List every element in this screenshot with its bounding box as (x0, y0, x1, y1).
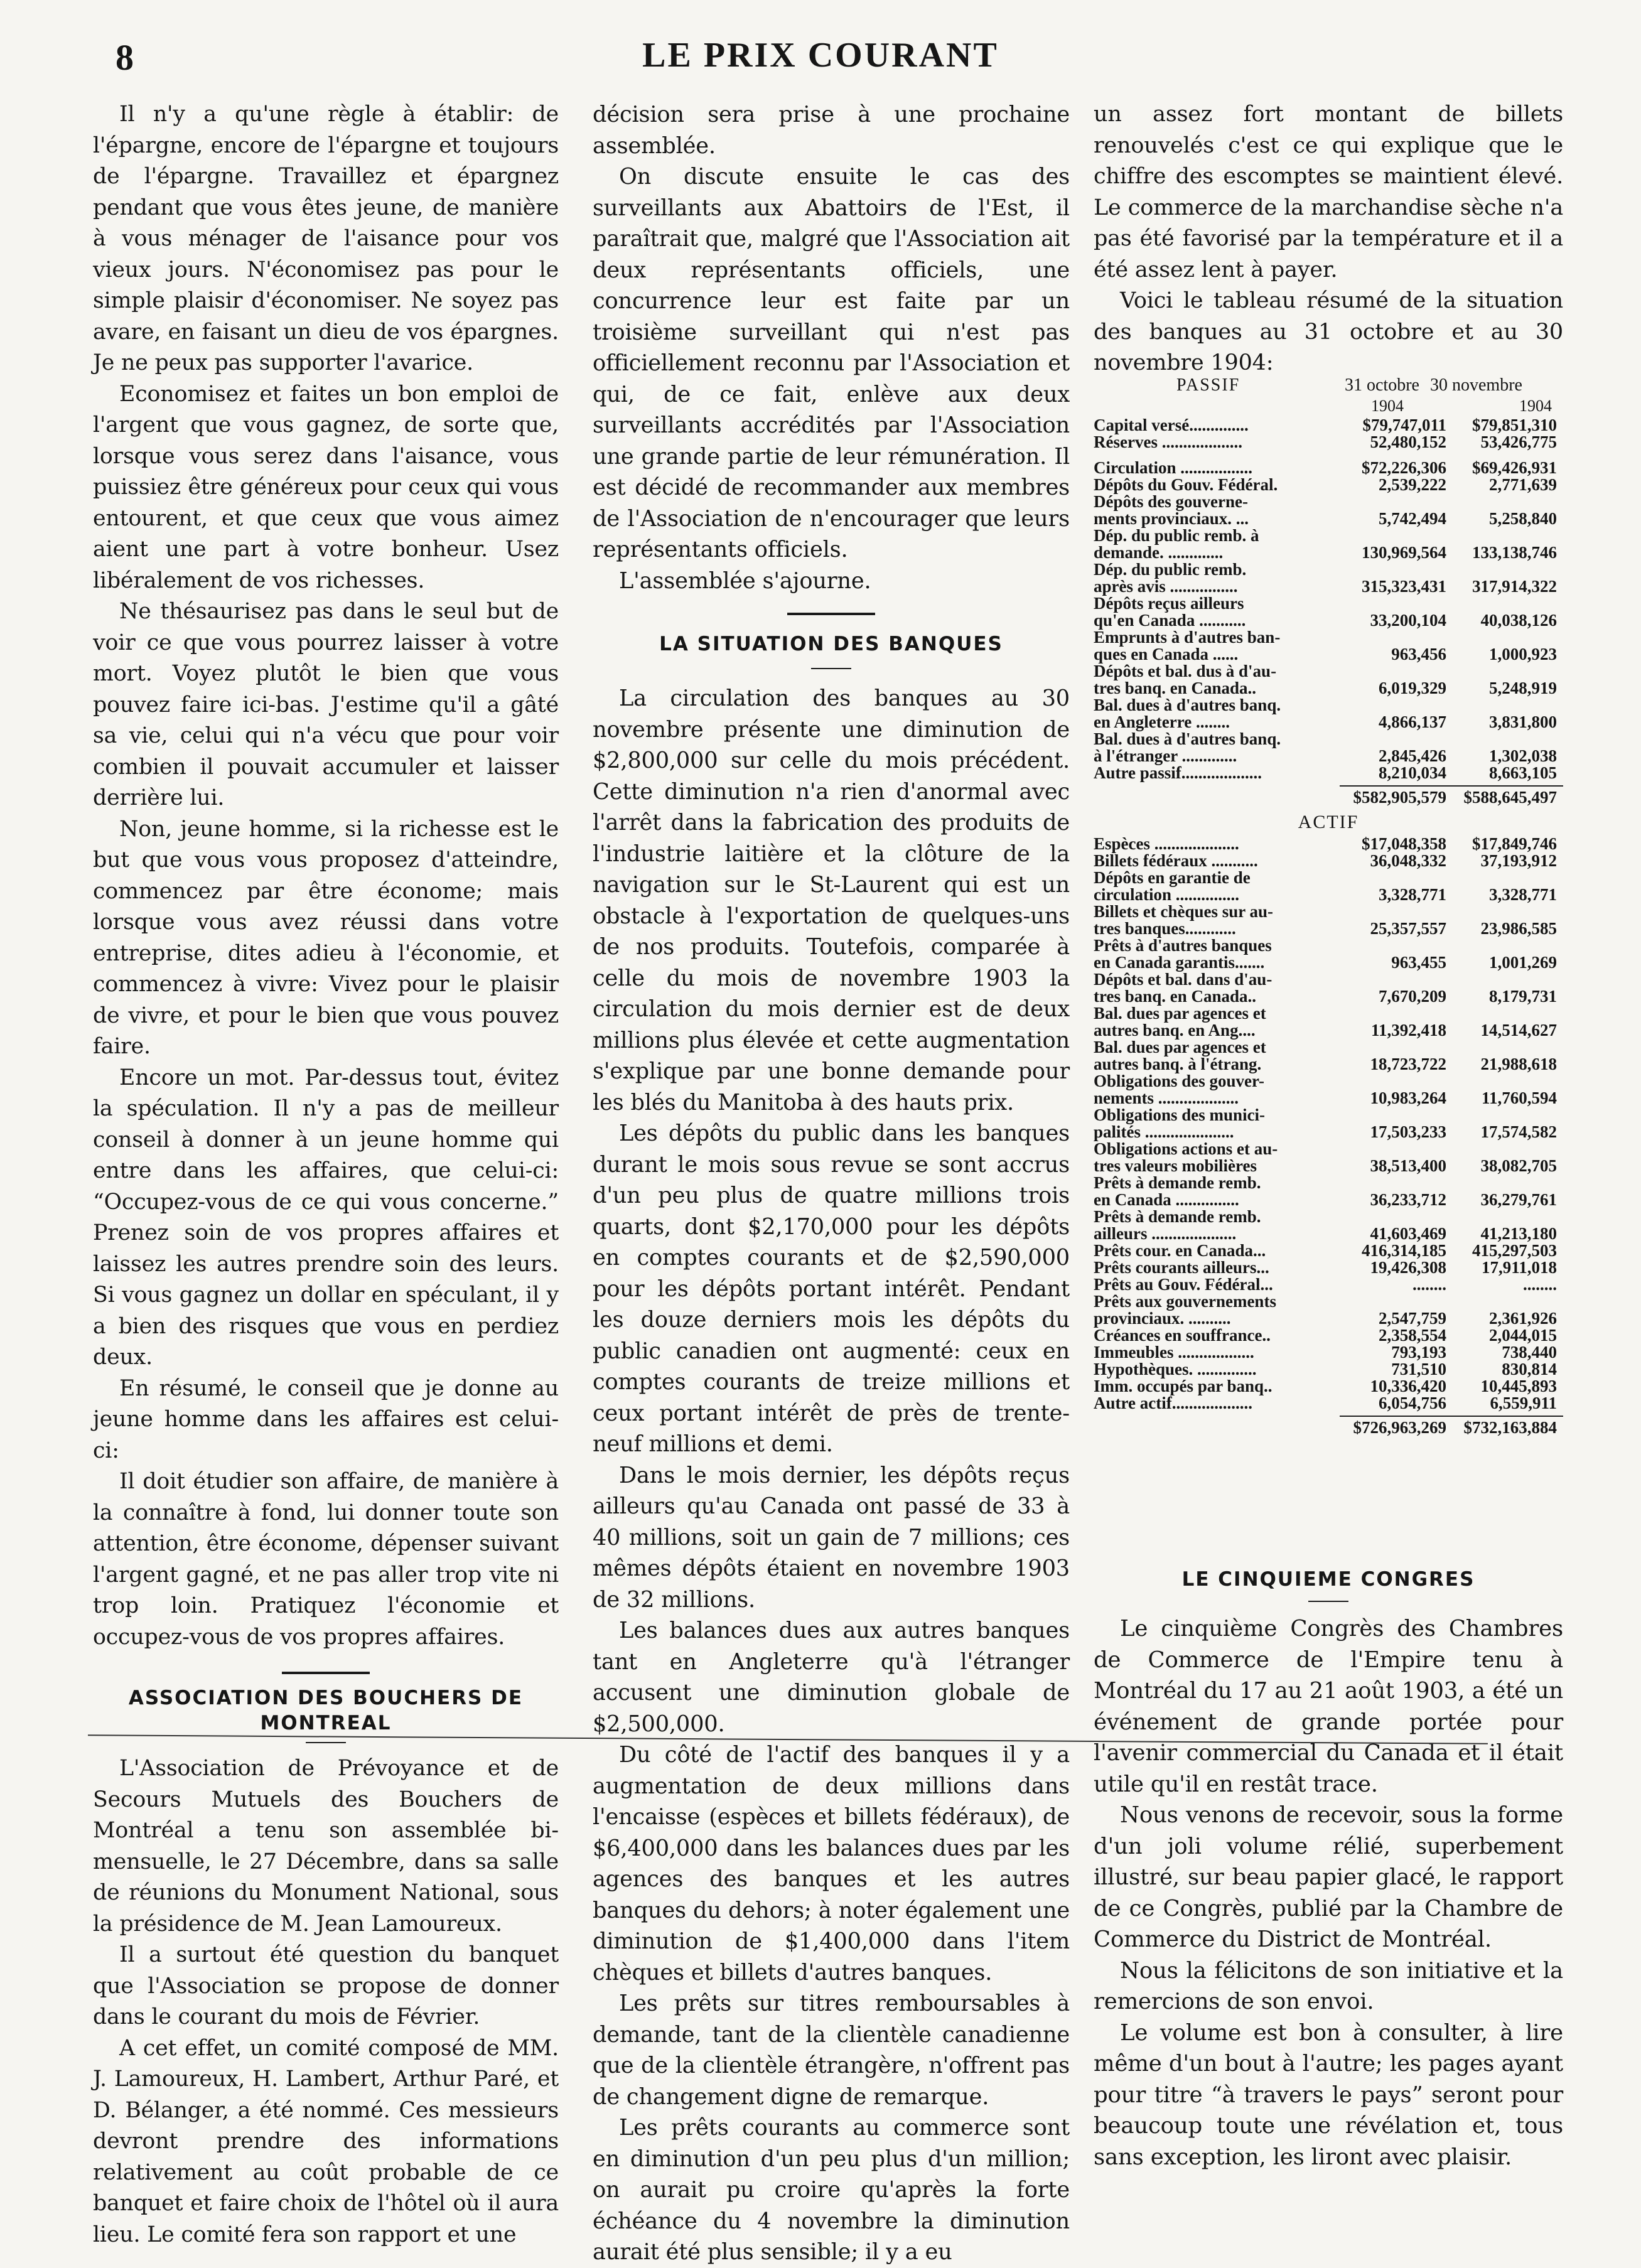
row-label: Prêts à demande remb. en Canada ............... (1094, 1173, 1261, 1209)
table-header (1094, 375, 1563, 397)
section-rule-short (306, 1742, 346, 1743)
paragraph: Il a surtout été question du banquet que l'Association se propose de donner dans le courant du mois de Février. (93, 1942, 559, 2029)
table-row (1094, 1361, 1563, 1378)
table-row (1094, 595, 1563, 629)
row-label: Espèces .................... (1094, 834, 1239, 853)
row-value: 53,426,775 (1480, 433, 1557, 451)
row-label: Prêts à d'autres banques en Canada garantis....... (1094, 936, 1272, 972)
row-value: 36,233,712 (1370, 1190, 1446, 1209)
row-value: ........ (1412, 1275, 1446, 1294)
paragraph: L'Association de Prévoyance et de Secours Mutuels des Bouchers de Montréal a tenu son assemblée bi-mensuelle, le 27 Décembre, dans sa salle de réunions du Monument National, sous la présidence de M. Jean Lamoureux. (93, 1756, 559, 1937)
actif-total-2: $732,163,884 (1463, 1418, 1557, 1437)
row-value: 52,480,152 (1370, 433, 1446, 451)
column-2-body (593, 99, 1070, 596)
row-value: $17,048,358 (1362, 834, 1446, 853)
passif-total-2: $588,645,497 (1463, 788, 1557, 807)
row-label: Réserves ................... (1094, 433, 1242, 451)
row-value: 1,302,038 (1489, 746, 1557, 765)
row-label: Circulation ................. (1094, 458, 1253, 477)
row-label: Autre actif................... (1094, 1394, 1252, 1412)
passif-total-row (1094, 787, 1563, 808)
year-2: 1904 (1519, 397, 1552, 415)
row-value: 33,200,104 (1370, 611, 1446, 630)
table-row (1094, 1073, 1563, 1107)
row-value: 5,742,494 (1379, 509, 1446, 528)
table-row (1094, 434, 1563, 451)
table-row (1094, 561, 1563, 595)
row-value: 36,279,761 (1480, 1190, 1557, 1209)
table-row (1094, 460, 1563, 476)
section-rule (787, 613, 875, 615)
row-value: 17,503,233 (1370, 1122, 1446, 1141)
row-value: $79,747,011 (1362, 416, 1446, 434)
row-value: 17,911,018 (1481, 1258, 1557, 1277)
row-value: 2,539,222 (1379, 475, 1446, 494)
section-body-bouchers (93, 1753, 559, 2250)
table-row (1094, 1141, 1563, 1174)
row-value: 2,361,926 (1489, 1309, 1557, 1328)
row-label: Prêts cour. en Canada... (1094, 1241, 1266, 1260)
paragraph: Le volume est bon à consulter, à lire même d'un bout à l'autre; les pages ayant pour titre “à travers le pays” seront pour beaucoup toute une révélation et, tous sans exception, les liront avec plaisir. (1094, 2019, 1563, 2170)
year-1: 1904 (1371, 397, 1404, 415)
paragraph: Encore un mot. Par-dessus tout, évitez la spéculation. Il n'y a pas de meilleur conseil à donner à un jeune homme qui entre dans les affaires, que celui-ci: “Occupez-vous de ce qui vous concerne.” Prenez soin de vos propres affaires et laissez les autres prendre soin des leurs. Si vous gagnez un dollar en spéculant, il y a bien des risques que vous en perdiez deux. (93, 1065, 559, 1370)
row-value: 830,814 (1502, 1360, 1557, 1379)
paragraph: Les prêts sur titres remboursables à demande, tant de la clientèle canadienne que de la clientèle étrangère, n'offrent pas de changement digne de remarque. (593, 1991, 1070, 2110)
row-value: 41,603,469 (1370, 1224, 1446, 1243)
table-row (1094, 765, 1563, 782)
row-label: Dépôts et bal. dus à d'au- tres banq. en Canada.. (1094, 662, 1277, 697)
row-value: 40,038,126 (1480, 611, 1557, 630)
table-row (1094, 1327, 1563, 1344)
date-2: 30 novembre (1430, 375, 1522, 395)
column-1-body (93, 99, 559, 1653)
row-value: 11,392,418 (1370, 1021, 1446, 1040)
row-value: 38,513,400 (1370, 1156, 1446, 1175)
row-value: 2,845,426 (1379, 746, 1446, 765)
paragraph: L'assemblée s'ajourne. (619, 567, 871, 594)
row-label: Emprunts à d'autres ban- ques en Canada ...... (1094, 628, 1281, 664)
paragraph: décision sera prise à une prochaine assemblée. (593, 102, 1070, 159)
row-value: 1,000,923 (1489, 645, 1557, 664)
paragraph: Il doit étudier son affaire, de manière à la connaître à fond, lui donner toute son attention, être économe, dépenser suivant l'argent gagné, et ne pas aller trop vite ni trop loin. Pratiquez l'économie et occupez-vous de vos propres affaires. (93, 1469, 559, 1650)
row-value: 10,445,893 (1480, 1377, 1557, 1395)
table-row (1094, 852, 1563, 869)
table-row (1094, 476, 1563, 493)
row-value: 793,193 (1391, 1343, 1446, 1362)
row-value: 21,988,618 (1480, 1055, 1557, 1073)
row-value: $17,849,746 (1472, 834, 1557, 853)
table-row (1094, 417, 1563, 434)
row-label: Billets et chèques sur au- tres banques............ (1094, 902, 1274, 938)
row-value: 6,019,329 (1379, 679, 1446, 697)
paragraph: En résumé, le conseil que je donne au jeune homme dans les affaires est celui-ci: (93, 1375, 559, 1463)
actif-total-1: $726,963,269 (1353, 1418, 1446, 1437)
row-value: 6,559,911 (1490, 1394, 1557, 1412)
row-value: 2,044,015 (1489, 1326, 1557, 1345)
table-row (1094, 1293, 1563, 1327)
row-value: 8,210,034 (1379, 763, 1446, 782)
row-value: 5,258,840 (1489, 509, 1557, 528)
column-2 (593, 99, 1070, 2268)
paragraph: Non, jeune homme, si la richesse est le but que vous vous proposez d'atteindre, commencez par être économe; mais lorsque vous avez réussi dans votre entreprise, dites adieu à l'économie, et commencez à vivre: Vivez pour le plaisir de vivre, et pour le bien que vous pouvez faire. (93, 816, 559, 1059)
column-3 (1094, 99, 1563, 379)
row-value: 4,866,137 (1379, 712, 1446, 731)
table-row (1094, 937, 1563, 971)
row-value: 133,138,746 (1472, 543, 1557, 562)
table-row (1094, 1005, 1563, 1039)
actif-total-row (1094, 1417, 1563, 1438)
table-row (1094, 697, 1563, 731)
table-row (1094, 527, 1563, 561)
masthead: LE PRIX COURANT (642, 36, 999, 75)
row-value: 3,831,800 (1489, 712, 1557, 731)
table-row (1094, 663, 1563, 697)
row-label: Créances en souffrance.. (1094, 1326, 1271, 1345)
row-label: Bal. dues à d'autres banq. en Angleterre ........ (1094, 696, 1281, 731)
section-body-banques (593, 683, 1070, 2268)
table-row (1094, 1039, 1563, 1073)
row-label: Dépôts et bal. dans d'au- tres banq. en Canada.. (1094, 970, 1272, 1006)
row-label: Prêts aux gouvernements provinciaux. .......... (1094, 1292, 1276, 1328)
paragraph: Nous la félicitons de son initiative et la remercions de son envoi. (1094, 1957, 1563, 2014)
paragraph: Ne thésaurisez pas dans le seul but de voir ce que vous pourrez laisser à votre mort. Voyez plutôt le bien que vous pouvez faire ici-bas. J'estime qu'il a gâté sa vie, celui qui n'a vécu que pour voir combien il pouvait accumuler et laisser derrière lui. (93, 599, 559, 810)
column-1 (93, 99, 559, 2250)
row-label: Prêts au Gouv. Fédéral... (1094, 1275, 1273, 1294)
section-title-banques: LA SITUATION DES BANQUES (659, 633, 1003, 655)
table-row (1094, 1208, 1563, 1242)
row-value: $69,426,931 (1472, 458, 1557, 477)
row-value: 25,357,557 (1370, 919, 1446, 938)
table-years (1094, 397, 1563, 417)
row-label: Prêts courants ailleurs... (1094, 1258, 1269, 1277)
row-value: 5,248,919 (1489, 679, 1557, 697)
row-value: 23,986,585 (1480, 919, 1557, 938)
actif-title: ACTIF (1298, 812, 1359, 832)
table-row (1094, 1174, 1563, 1208)
paragraph: Voici le tableau résumé de la situation des banques au 31 octobre et au 30 novembre 1904: (1094, 288, 1563, 375)
page-number: 8 (116, 37, 134, 78)
row-value: ........ (1523, 1275, 1557, 1294)
table-row (1094, 1395, 1563, 1412)
row-value: 317,914,322 (1472, 577, 1557, 596)
table-row (1094, 869, 1563, 903)
row-value: 36,048,332 (1370, 851, 1446, 870)
table-row (1094, 903, 1563, 937)
row-value: 37,193,912 (1480, 851, 1557, 870)
paragraph: Du côté de l'actif des banques il y a augmentation de deux millions dans l'encaisse (espèces et billets fédéraux), de $6,400,000 dans les balances dues par les agences des banques et les autres banques du dehors; à noter également une diminution de $1,400,000 dans l'item chèques et billets d'autres banques. (593, 1742, 1070, 1986)
row-value: $79,851,310 (1472, 416, 1557, 434)
passif-title: PASSIF (1176, 375, 1240, 395)
row-value: 8,663,105 (1489, 763, 1557, 782)
row-label: Hypothèques. .............. (1094, 1360, 1257, 1379)
congres-section (1094, 1567, 1563, 2173)
paragraph: Les balances dues aux autres banques tant en Angleterre qu'à l'étranger accusent une diminution globale de $2,500,000. (593, 1618, 1070, 1737)
row-label: Obligations des gouver- nements ................... (1094, 1072, 1265, 1107)
row-label: Dépôts en garantie de circulation ............... (1094, 868, 1251, 904)
row-value: 2,547,759 (1379, 1309, 1446, 1328)
row-value: 10,336,420 (1370, 1377, 1446, 1395)
row-label: Bal. dues par agences et autres banq. à l'étrang. (1094, 1038, 1266, 1073)
table-row (1094, 731, 1563, 765)
row-value: 6,054,756 (1379, 1394, 1446, 1412)
section-rule (282, 1672, 370, 1674)
row-value: 8,179,731 (1489, 987, 1557, 1006)
table-row (1094, 1259, 1563, 1276)
row-value: 3,328,771 (1379, 885, 1446, 904)
table-row (1094, 971, 1563, 1005)
row-value: 11,760,594 (1481, 1088, 1557, 1107)
table-row (1094, 1344, 1563, 1361)
passif-total-1: $582,905,579 (1353, 788, 1446, 807)
paragraph: Nous venons de recevoir, sous la forme d'un joli volume rélié, superbement illustré, sur beau papier glacé, le rapport de ce Congrès, publié par la Chambre de Commerce du District de Montréal. (1094, 1802, 1563, 1952)
row-label: Autre passif................... (1094, 763, 1262, 782)
row-label: Bal. dues par agences et autres banq. en Ang.... (1094, 1004, 1266, 1040)
actif-rows (1094, 836, 1563, 1412)
row-value: $72,226,306 (1362, 458, 1446, 477)
row-value: 416,314,185 (1362, 1241, 1446, 1260)
paragraph: un assez fort montant de billets renouvelés c'est ce qui explique que le chiffre des escomptes se maintient élevé. Le commerce de la marchandise sèche n'a pas été favorisé par la température et il a été assez lent à payer. (1094, 102, 1563, 282)
row-value: 14,514,627 (1480, 1021, 1557, 1040)
row-value: 1,001,269 (1489, 953, 1557, 972)
section-title-bouchers: ASSOCIATION DES BOUCHERS DE MONTREAL (128, 1687, 524, 1734)
paragraph: Il n'y a qu'une règle à établir: de l'épargne, encore de l'épargne et toujours de l'épargne. Travaillez et épargnez pendant que vous êtes jeune, de manière à vous ménager de l'aisance pour vos vieux jours. N'économisez pas pour le simple plaisir d'économiser. Ne soyez pas avare, en faisant un dieu de vos épargnes. Je ne peux pas supporter l'avarice. (93, 102, 559, 375)
section-rule-short (811, 668, 851, 669)
row-value: 130,969,564 (1362, 543, 1446, 562)
row-value: 17,574,582 (1480, 1122, 1557, 1141)
row-value: 731,510 (1391, 1360, 1446, 1379)
row-label: Prêts à demande remb. ailleurs .................... (1094, 1207, 1261, 1243)
row-label: Obligations des munici- palités ..................... (1094, 1105, 1266, 1141)
column-3-body (1094, 99, 1563, 379)
paragraph: La circulation des banques au 30 novembre présente une diminution de $2,800,000 sur celle du mois précédent. Cette diminution n'a rien d'anormal avec l'arrêt dans la fabrication des produits de l'industrie laitière et la clôture de la navigation sur le St-Laurent qui est un obstacle à l'exportation de quelques-uns de nos produits. Toutefois, comparée à celle du mois de novembre 1903 la circulation du mois dernier est de deux millions plus élevée et cette augmentation s'explique par une bonne demande pour les blés du Manitoba à des hauts prix. (593, 685, 1070, 1115)
row-label: Dép. du public remb. après avis ................ (1094, 560, 1247, 596)
row-label: Dépôts des gouverne- ments provinciaux. ... (1094, 492, 1249, 528)
section-title-congres: LE CINQUIEME CONGRES (1181, 1568, 1475, 1591)
row-label: Bal. dues à d'autres banq. à l'étranger ............. (1094, 729, 1281, 765)
row-value: 315,323,431 (1362, 577, 1446, 596)
table-row (1094, 1378, 1563, 1395)
row-value: 2,358,554 (1379, 1326, 1446, 1345)
row-value: 963,455 (1391, 953, 1446, 972)
table-row (1094, 1107, 1563, 1141)
table-row (1094, 493, 1563, 527)
bank-situation-table (1094, 375, 1563, 1438)
row-label: Imm. occupés par banq.. (1094, 1377, 1272, 1395)
paragraph: On discute ensuite le cas des surveillants aux Abattoirs de l'Est, il paraîtrait que, malgré que l'Association ait deux représentants officiels, une concurrence leur est faite par un troisième surveillant qui n'est pas officiellement reconnu par l'Association et qui, de ce fait, enlève aux deux surveillants accrédités par l'Association une grande partie de leur rémunération. Il est décidé de recommander aux membres de l'Association de n'encourager que leurs représentants officiels. (593, 164, 1070, 562)
table-row (1094, 836, 1563, 852)
paragraph: Les dépôts du public dans les banques durant le mois sous revue se sont accrus d'un peu plus de quatre millions trois quarts, dont $2,170,000 pour les dépôts en comptes courants et de $2,590,000 pour les dépôts portant intérêt. Pendant les douze derniers mois les dépôts du public canadien ont augmenté: ceux en comptes courants de treize millions et ceux portant intérêt de près de trente-neuf millions et demi. (593, 1121, 1070, 1457)
date-1: 31 octobre (1345, 375, 1419, 395)
row-value: 3,328,771 (1489, 885, 1557, 904)
row-value: 10,983,264 (1370, 1088, 1446, 1107)
row-value: 2,771,639 (1489, 475, 1557, 494)
table-row (1094, 1242, 1563, 1259)
section-body-congres (1094, 1613, 1563, 2173)
paragraph: Economisez et faites un bon emploi de l'argent que vous gagnez, de sorte que, lorsque vous serez dans l'aisance, vous puissiez être généreux pour ceux qui vous entourent, et que ceux que vous aimez aient une part à votre bonheur. Usez libéralement de vos richesses. (93, 381, 559, 593)
paragraph: A cet effet, un comité composé de MM. J. Lamoureux, H. Lambert, Arthur Paré, et D. Bélanger, a été nommé. Ces messieurs devront prendre des informations relativement au coût probable de ce banquet et faire choix de l'hôtel où il aura lieu. Le comité fera son rapport et une (93, 2035, 559, 2247)
section-rule-short (1308, 1601, 1348, 1602)
row-label: Billets fédéraux ........... (1094, 851, 1258, 870)
passif-rows (1094, 417, 1563, 782)
row-value: 963,456 (1391, 645, 1446, 664)
row-value: 19,426,308 (1370, 1258, 1446, 1277)
row-value: 38,082,705 (1480, 1156, 1557, 1175)
row-label: Dép. du public remb. à demande. ............. (1094, 526, 1259, 562)
table-row (1094, 629, 1563, 663)
paragraph: Le cinquième Congrès des Chambres de Commerce de l'Empire tenu à Montréal du 17 au 21 août 1903, a été un événement de grande portée pour l'avenir commercial du Canada et il était utile qu'il en restât trace. (1094, 1616, 1563, 1797)
row-value: 415,297,503 (1472, 1241, 1557, 1260)
row-label: Capital versé.............. (1094, 416, 1249, 434)
row-label: Dépôts du Gouv. Fédéral. (1094, 475, 1278, 494)
row-value: 41,213,180 (1480, 1224, 1557, 1243)
row-value: 7,670,209 (1379, 987, 1446, 1006)
row-label: Dépôts reçus ailleurs qu'en Canada ........... (1094, 594, 1246, 630)
row-value: 738,440 (1502, 1343, 1557, 1362)
paragraph: Les prêts courants au commerce sont en diminution d'un peu plus d'un million; on aurait pu croire qu'après la forte échéance du 4 novembre la diminution aurait été plus sensible; il y a eu (593, 2115, 1070, 2265)
row-value: 18,723,722 (1370, 1055, 1446, 1073)
row-label: Obligations actions et au- tres valeurs mobilières (1094, 1139, 1278, 1175)
row-label: Immeubles .................. (1094, 1343, 1254, 1362)
paragraph: Dans le mois dernier, les dépôts reçus ailleurs qu'au Canada ont passé de 33 à 40 millions, soit un gain de 7 millions; ces mêmes dépôts étaient en novembre 1903 de 32 millions. (593, 1462, 1070, 1613)
table-row (1094, 1276, 1563, 1293)
